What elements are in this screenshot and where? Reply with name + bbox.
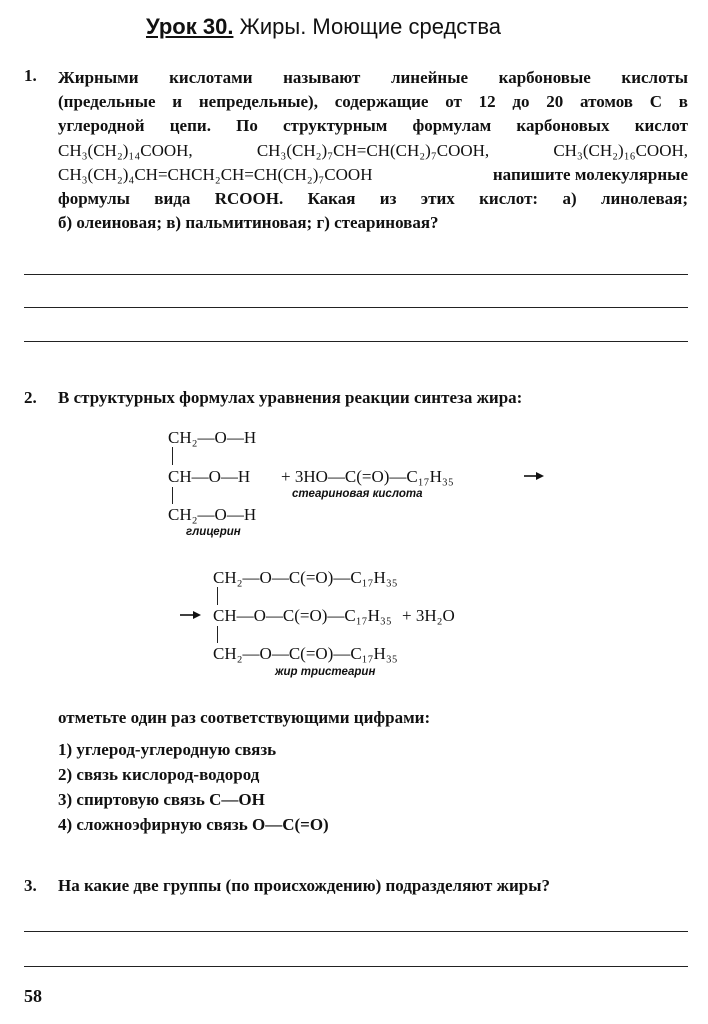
answer-line[interactable] — [24, 341, 688, 342]
lesson-topic: Жиры. Моющие средства — [233, 14, 502, 39]
question-text: На какие две группы (по происхождению) подразделяют жиры? — [58, 876, 550, 895]
text-fragment: напишите молекулярные — [492, 164, 688, 184]
question-text — [58, 66, 688, 235]
product-arrow — [180, 606, 202, 627]
question-number: 1. — [24, 66, 37, 85]
answer-line[interactable] — [24, 966, 688, 967]
product-row-2 — [213, 606, 455, 626]
option-item: 2) связь кислород-водород — [58, 765, 260, 784]
glycerol-row-2: CH—O—H — [168, 467, 251, 486]
text-line: (предельные и непредельные), содержащие от 12 до 20 атомов С в — [58, 92, 688, 112]
glycerol-label: глицерин — [186, 526, 241, 538]
page-number: 58 — [24, 986, 42, 1006]
product-formula: CH—O—C(=O)—C₁₇H₃₅ — [213, 606, 392, 625]
question-number: 2. — [24, 388, 37, 407]
bond-line — [217, 626, 218, 643]
bond-line — [217, 587, 218, 605]
text-line: Жирными кислотами называют линейные карбоновые кислоты — [58, 68, 688, 87]
formula: CH₃(CH₂)₄CH=CHCH₂CH=CH(CH₂)₇COOH — [58, 164, 373, 184]
bond-line — [172, 447, 173, 465]
question-text: В структурных формулах уравнения реакции синтеза жира: — [58, 388, 523, 407]
glycerol-row-1: CH₂—O—H — [168, 428, 257, 447]
formula-line — [58, 139, 688, 163]
formula-line — [58, 163, 688, 187]
product-row-1: CH₂—O—C(=O)—C₁₇H₃₅ — [213, 568, 398, 587]
answer-line[interactable] — [24, 931, 688, 932]
arrow-right-icon — [180, 606, 202, 622]
formula: CH₃(CH₂)₁₄COOH, — [58, 140, 193, 160]
answer-line[interactable] — [24, 274, 688, 275]
reagent-formula: + 3HO—C(=O)—C₁₇H₃₅ — [281, 467, 454, 486]
page-title — [146, 14, 501, 40]
lesson-number: Урок 30. — [146, 14, 234, 39]
text-line: б) олеиновая; в) пальмитиновая; г) стеариновая? — [58, 213, 439, 233]
arrow-right-icon — [524, 467, 544, 483]
formula: CH₃(CH₂)₇CH=CH(CH₂)₇COOH, — [256, 140, 490, 160]
text-line: формулы вида RCOOH. Какая из этих кислот: а) линолевая; — [58, 189, 688, 209]
text-line: углеродной цепи. По структурным формулам карбоновых кислот — [58, 116, 688, 136]
bond-line — [172, 487, 173, 504]
option-item: 3) спиртовую связь С—ОН — [58, 790, 265, 809]
formula: CH₃(CH₂)₁₆COOH, — [553, 140, 688, 160]
water-product: + 3H₂O — [402, 606, 455, 625]
reagent-label: стеариновая кислота — [292, 488, 423, 500]
option-item: 1) углерод-углеродную связь — [58, 740, 277, 759]
option-item: 4) сложноэфирную связь О—С(=О) — [58, 815, 329, 834]
question-number: 3. — [24, 876, 37, 895]
instruction-text: отметьте один раз соответствующими цифрами: — [58, 708, 431, 727]
answer-line[interactable] — [24, 307, 688, 308]
glycerol-row-3: CH₂—O—H — [168, 505, 257, 524]
reaction-arrow — [524, 467, 544, 488]
product-label: жир тристеарин — [275, 666, 376, 678]
product-row-3: CH₂—O—C(=O)—C₁₇H₃₅ — [213, 644, 398, 663]
